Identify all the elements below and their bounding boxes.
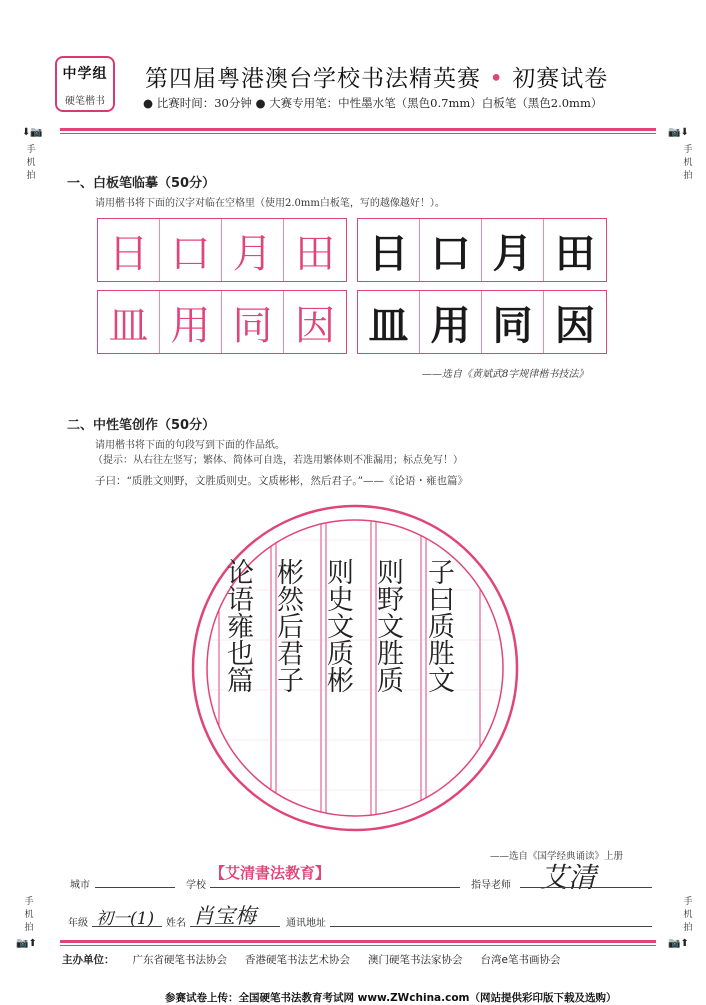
grade-field[interactable] — [92, 926, 162, 927]
model-char: 皿 — [98, 291, 160, 353]
exam-info: ● 比赛时间：30分钟 ● 大赛专用笔：中性墨水笔（黑色0.7mm）白板笔（黑色2.0mm） — [143, 96, 603, 110]
model-char: 用 — [160, 291, 222, 353]
organizer-item: 澳门硬笔书法家协会 — [368, 954, 463, 966]
title-dot: • — [489, 66, 504, 92]
group-label: 中学组 — [62, 66, 108, 82]
written-char: 同 — [482, 291, 544, 353]
organizer-label: 主办单位： — [62, 954, 115, 966]
section1-source: ——选自《黄斌武8字规律楷书技法》 — [422, 369, 589, 380]
teacher-signature: 艾清 — [540, 861, 597, 894]
city-label: 城市 — [70, 880, 90, 891]
handwritten-column-2: 则野文胜质 — [372, 558, 403, 693]
practice-grid-row1 — [357, 218, 607, 282]
written-char: 日 — [358, 219, 420, 281]
model-char: 日 — [98, 219, 160, 281]
group-badge — [55, 56, 115, 112]
school-field[interactable] — [210, 887, 460, 888]
organizer-item: 广东省硬笔书法协会 — [132, 954, 227, 966]
page-title — [145, 60, 608, 93]
city-field[interactable] — [95, 887, 175, 888]
header-divider-thin — [60, 133, 656, 134]
model-char: 月 — [222, 219, 284, 281]
section2-source: ——选自《国学经典诵读》上册 — [490, 851, 624, 862]
teacher-label: 指导老师 — [471, 880, 511, 891]
camera-icon-right: 📷⬇ — [668, 127, 689, 138]
school-stamp: 【艾清書法教育】 — [210, 864, 331, 882]
title-main: 第四届粤港澳台学校书法精英赛 — [145, 66, 481, 92]
name-value: 肖宝梅 — [193, 904, 256, 928]
written-char: 田 — [555, 229, 595, 277]
address-label: 通讯地址 — [286, 918, 326, 929]
written-char: 皿 — [358, 291, 420, 353]
side-note-left: 手机拍 — [26, 145, 36, 181]
handwritten-column-3: 则史文质彬 — [322, 558, 353, 693]
title-tail: 初赛试卷 — [512, 66, 609, 92]
organizers — [62, 952, 662, 967]
written-char: 用 — [420, 291, 482, 353]
camera-icon-bottom-left: 📷⬆ — [16, 938, 37, 949]
quote-text: 子曰：“质胜文则野，文胜质则史。文质彬彬，然后君子。”——《论语・雍也篇》 — [95, 475, 468, 487]
handwritten-column-4: 彬然后君子 — [272, 558, 303, 693]
organizer-item: 台湾e笔书画协会 — [480, 954, 561, 966]
script-style-label: 硬笔楷书 — [65, 96, 105, 107]
handwritten-column-1: 子曰质胜文 — [423, 558, 454, 693]
written-char: 月 — [482, 219, 544, 281]
model-char: 同 — [222, 291, 284, 353]
upload-note[interactable]: 参赛试卷上传：全国硬笔书法教育考试网 www.ZWchina.com（网站提供彩印版下载及选购） — [165, 992, 617, 1004]
header-divider — [60, 128, 656, 131]
written-char: 因 — [555, 301, 595, 349]
grade-label: 年级 — [68, 918, 88, 929]
handwritten-column-5: 论语雍也篇 — [222, 558, 253, 693]
side-note-bottom-right: 手机拍 — [683, 897, 693, 933]
model-grid-row1 — [97, 218, 347, 282]
teacher-field[interactable] — [520, 887, 652, 888]
written-char: 口 — [420, 219, 482, 281]
model-char: 因 — [295, 302, 335, 349]
grade-value: 初一(1) — [96, 909, 155, 929]
school-label: 学校 — [186, 880, 206, 891]
side-note-right: 手机拍 — [683, 145, 693, 181]
section1-title: 一、白板笔临摹（50分） — [67, 176, 216, 191]
name-field[interactable] — [190, 926, 280, 927]
section1-instruction: 请用楷书将下面的汉字对临在空格里（使用2.0mm白板笔，写的越像越好！）。 — [95, 198, 445, 209]
section2-title: 二、中性笔创作（50分） — [67, 418, 216, 433]
footer-divider — [60, 940, 656, 943]
model-grid-row2 — [97, 290, 347, 354]
handwriting-area — [220, 558, 480, 798]
section2-instruction: 请用楷书将下面的句段写到下面的作品纸。 — [95, 440, 285, 451]
practice-grid-row2 — [357, 290, 607, 354]
camera-icon-left: ⬇📷 — [22, 127, 43, 138]
model-char: 口 — [160, 219, 222, 281]
section2-hint: （提示：从右往左竖写；繁体、简体可自选，若选用繁体则不准漏用；标点免写！） — [93, 455, 463, 466]
model-char: 田 — [295, 230, 335, 277]
address-field[interactable] — [330, 926, 652, 927]
side-note-bottom-left: 手机拍 — [24, 897, 34, 933]
organizer-item: 香港硬笔书法艺术协会 — [245, 954, 350, 966]
name-label: 姓名 — [166, 918, 186, 929]
camera-icon-bottom-right: 📷⬆ — [668, 938, 689, 949]
footer-divider-thin — [60, 945, 656, 946]
